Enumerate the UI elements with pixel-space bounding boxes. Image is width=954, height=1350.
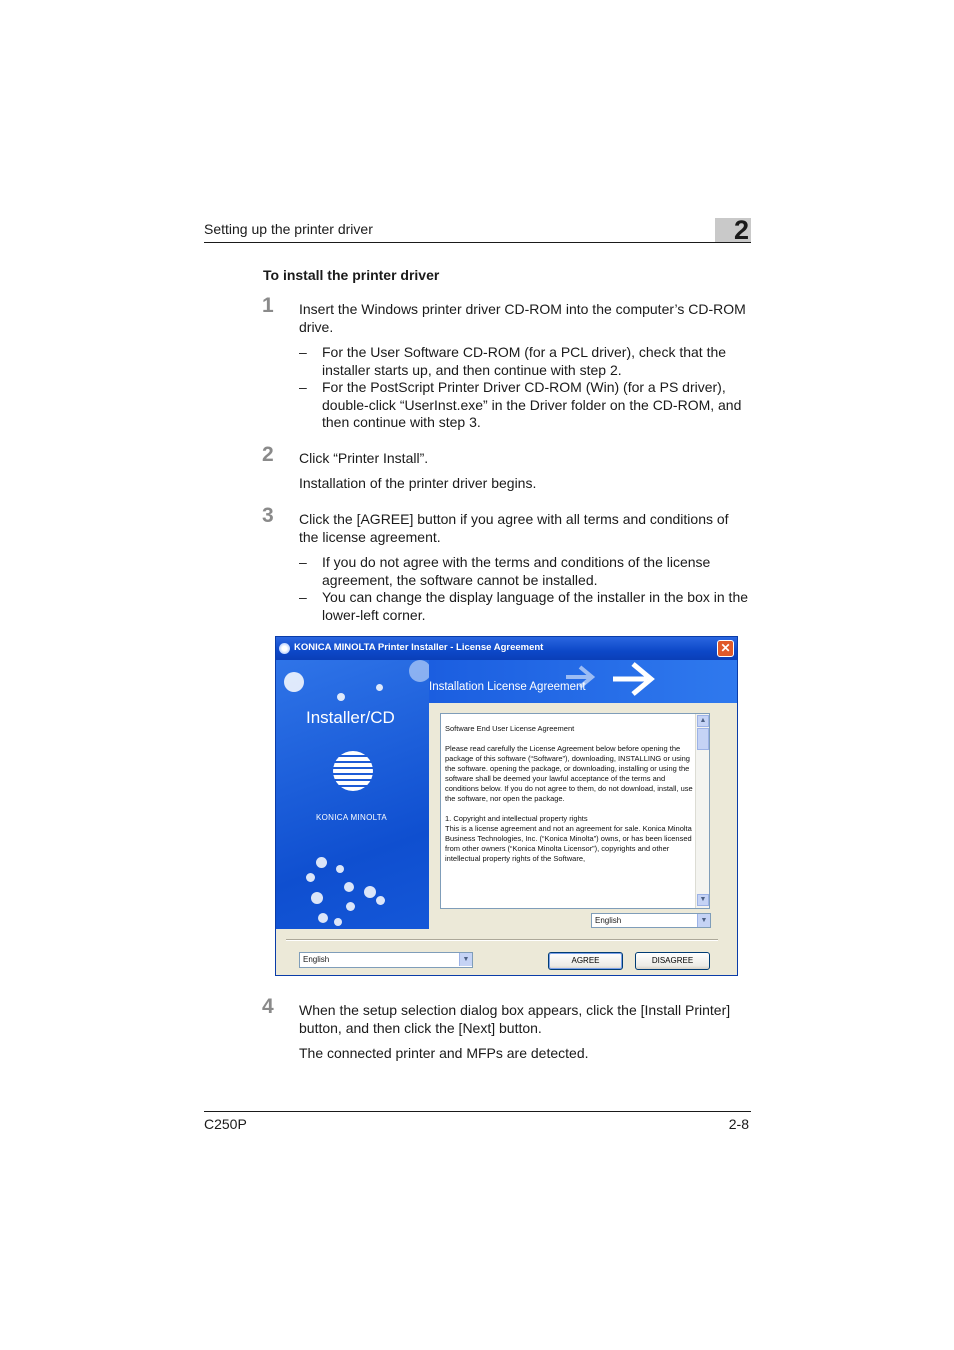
installer-language-value: English: [303, 955, 330, 964]
decor-bubble: [306, 873, 315, 882]
bullet-dash: –: [299, 589, 307, 605]
license-text: [445, 724, 695, 874]
step-3-bullet-1: [299, 554, 751, 589]
bullet-text: For the User Software CD-ROM (for a PCL driver), check that the installer starts up, and then continue with step 2.: [322, 344, 727, 378]
decor-bubble: [376, 896, 385, 905]
license-paragraph: Please read carefully the License Agreement below before opening the package of this software (“Software”), downloading, INSTALLING or using the software. opening the package, or downloading, installing or using the software shall be deemed your lawful acceptance of the terms and conditions below. If you do not agree to them, do not download, install, use the software, nor open the package.: [445, 744, 693, 803]
decor-bubble: [376, 684, 383, 691]
installer-language-select[interactable]: [299, 952, 473, 968]
decor-bubble: [284, 672, 304, 692]
decor-bubble: [364, 886, 376, 898]
bullet-text: You can change the display language of the installer in the box in the lower-left corner.: [322, 589, 749, 623]
license-agreement-dialog: [275, 636, 738, 976]
dropdown-arrow-icon[interactable]: ▼: [459, 953, 472, 966]
chevron-up-icon: ▲: [699, 717, 707, 724]
dialog-content: [429, 703, 737, 929]
decor-bubble: [316, 857, 327, 868]
bullet-dash: –: [299, 554, 307, 570]
close-button[interactable]: [717, 640, 734, 657]
decor-bubble: [344, 882, 354, 892]
dialog-heading: Installation License Agreement: [429, 681, 586, 693]
step-1-text: Insert the Windows printer driver CD-ROM into the computer’s CD-ROM drive.: [299, 301, 746, 335]
step-4-text: When the setup selection dialog box appears, click the [Install Printer] button, and then click the [Next] button.: [299, 1002, 731, 1036]
page-number: 2-8: [728, 1116, 749, 1132]
decor-bubble: [311, 892, 323, 904]
decor-bubble: [346, 902, 355, 911]
agree-button[interactable]: AGREE: [548, 952, 623, 970]
dialog-divider: [286, 939, 718, 941]
decor-bubble: [337, 693, 345, 701]
step-1-bullet-1: [299, 344, 751, 379]
bullet-dash: –: [299, 379, 307, 395]
chevron-down-icon: ▼: [699, 896, 707, 903]
license-scrollbar[interactable]: [695, 714, 709, 908]
step-number-4: 4: [262, 995, 274, 1018]
arrow-right-icon: [564, 664, 596, 690]
header-title: Setting up the printer driver: [204, 221, 373, 237]
step-3-text: Click the [AGREE] button if you agree with all terms and conditions of the license agreement.: [299, 511, 729, 545]
decor-bubble: [334, 918, 342, 926]
license-paragraph: 1. Copyright and intellectual property rights This is a license agreement and not an agreement for sale. Konica Minolta Business Technologies, Inc. (“Konica Minolta”) owns, or has been licensed from other owners (“Konica Minolta Licensor”), copyrights and other intellectual property rights of the Software,: [445, 814, 692, 863]
konica-minolta-logo-icon: [333, 751, 373, 791]
product-name: Installer/CD: [306, 708, 395, 727]
disagree-button[interactable]: DISAGREE: [635, 952, 710, 970]
dialog-titlebar[interactable]: [276, 637, 737, 660]
page-footer: [204, 1111, 751, 1132]
step-3-bullet-2: [299, 589, 751, 624]
dropdown-arrow-icon[interactable]: ▼: [697, 914, 710, 927]
license-heading: Software End User License Agreement: [445, 724, 575, 733]
dialog-title: KONICA MINOLTA Printer Installer - License Agreement: [294, 642, 544, 653]
brand-name: KONICA MINOLTA: [316, 813, 388, 822]
dialog-header-band: [429, 660, 737, 703]
installer-side-panel: [276, 660, 429, 929]
step-4-result: The connected printer and MFPs are detected.: [299, 1045, 589, 1061]
step-2-result: Installation of the printer driver begins.: [299, 475, 537, 491]
step-number-2: 2: [262, 443, 274, 466]
step-2-text: Click “Printer Install”.: [299, 450, 429, 466]
bullet-dash: –: [299, 344, 307, 360]
scroll-up-button[interactable]: [697, 715, 709, 727]
step-number-1: 1: [262, 294, 274, 317]
license-language-select[interactable]: [591, 913, 711, 928]
scroll-down-button[interactable]: [697, 894, 709, 906]
decor-bubble: [318, 913, 328, 923]
license-text-box[interactable]: [440, 713, 710, 909]
decor-bubble: [409, 660, 429, 682]
chapter-number: 2: [733, 215, 749, 245]
footer-model: C250P: [204, 1116, 247, 1132]
close-icon: ✕: [720, 641, 731, 655]
arrow-right-icon: [609, 660, 657, 698]
app-icon: [279, 643, 290, 654]
step-1-bullet-2: [299, 379, 751, 432]
decor-bubble: [336, 865, 344, 873]
scroll-thumb[interactable]: [697, 728, 709, 750]
section-title: To install the printer driver: [263, 267, 440, 283]
step-number-3: 3: [262, 504, 274, 527]
license-language-value: English: [595, 916, 622, 925]
bullet-text: For the PostScript Printer Driver CD-ROM (Win) (for a PS driver), double-click “UserInst.exe” in the Driver folder on the CD-ROM, and then continue with step 3.: [322, 379, 742, 430]
page-header: [204, 215, 751, 245]
chapter-badge: [715, 215, 751, 245]
bullet-text: If you do not agree with the terms and conditions of the license agreement, the software cannot be installed.: [322, 554, 711, 588]
